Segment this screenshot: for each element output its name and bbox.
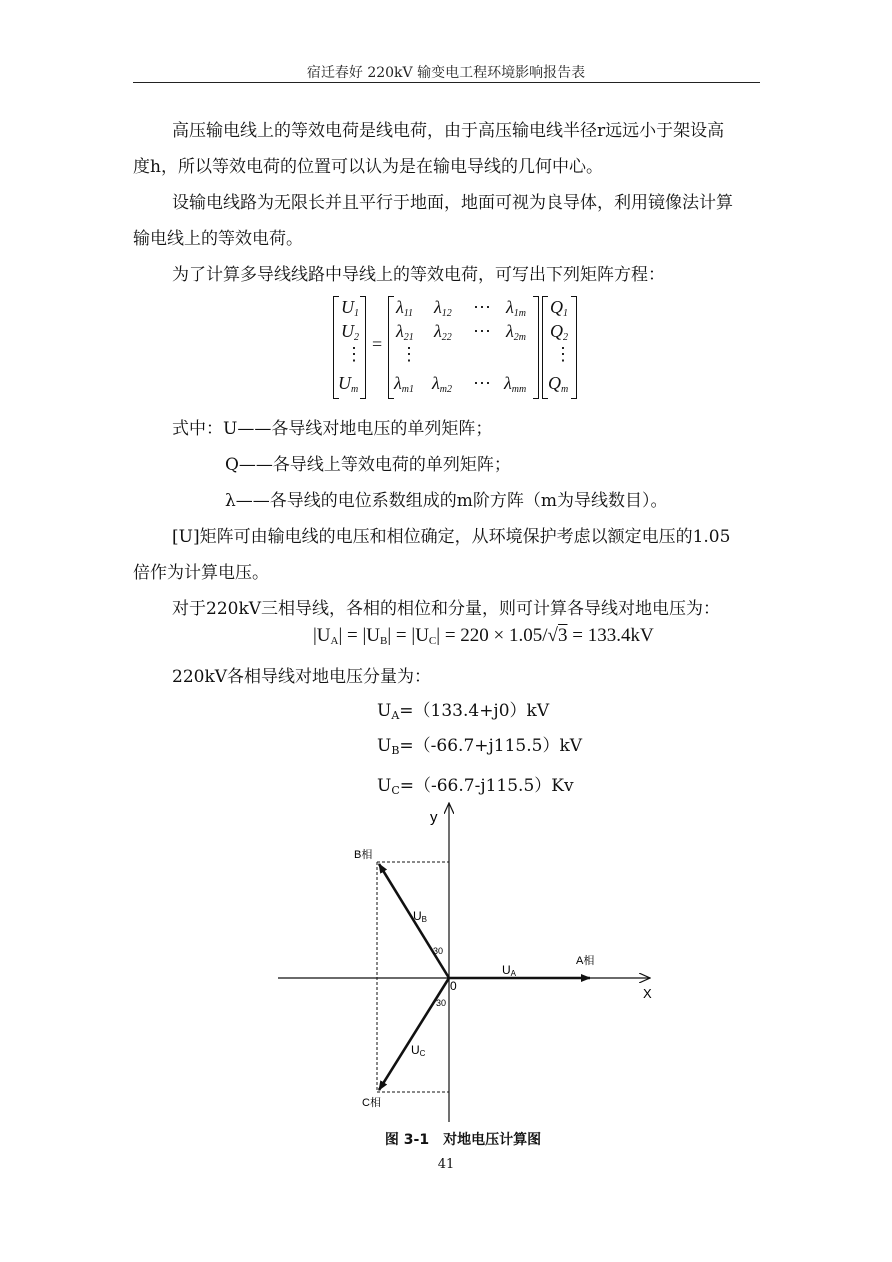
paragraph-3: 为了计算多导线线路中导线上的等效电荷，可写出下列矩阵方程： (172, 265, 665, 285)
origin-label: 0 (450, 979, 457, 993)
vector-ua-label: UA (502, 963, 517, 978)
paragraph-1-line-2: 度h，所以等效电荷的位置可以认为是在输电导线的几何中心。 (133, 157, 603, 177)
lambda-11: λ11 (396, 297, 414, 319)
u-vdots: ⋮ (345, 344, 363, 364)
u-m: Um (338, 373, 359, 395)
paragraph-2-line-1: 设输电线路为无限长并且平行于地面，地面可视为良导体，利用镜像法计算 (172, 193, 733, 213)
angle-b-label: 30 (433, 946, 444, 956)
equals-sign: = (372, 334, 383, 354)
component-uc: $U_C=(-66.7-j115.5)Kv$ (377, 776, 574, 797)
header-rule (133, 82, 760, 83)
phase-a-label: A相 (576, 955, 595, 967)
paragraph-5: 对于220kV三相导线，各相的相位和分量，则可计算各导线对地电压为： (172, 599, 721, 619)
vector-uc (379, 978, 449, 1090)
paragraph-6: 220kV各相导线对地电压分量为： (172, 667, 432, 687)
paragraph-1-line-1: 高压输电线上的等效电荷是线电荷，由于高压输电线半径r远远小于架设高 (172, 121, 725, 141)
lambda-21: λ21 (396, 321, 414, 343)
paragraph-2-line-2: 输电线上的等效电荷。 (133, 229, 303, 249)
q-2: Q2 (550, 321, 568, 343)
row1-cdots: ⋯ (473, 297, 491, 317)
u-2: U2 (341, 321, 359, 343)
row4-cdots: ⋯ (473, 373, 491, 393)
paragraph-4-line-1: [U]矩阵可由输电线的电压和相位确定，从环境保护考虑以额定电压的1.05 (172, 527, 731, 547)
angle-c-label: 30 (436, 998, 447, 1008)
lambda-22: λ22 (434, 321, 452, 343)
phase-b-label: B相 (354, 849, 373, 861)
component-ub: $U_B=(-66.7+j115.5)kV$ (377, 736, 583, 757)
phasor-diagram (270, 800, 670, 1130)
page-number: 41 (437, 1157, 455, 1172)
row2-cdots: ⋯ (473, 321, 491, 341)
definition-u: 式中：U——各导线对地电压的单列矩阵； (172, 419, 493, 439)
definition-q: Q——各导线上等效电荷的单列矩阵； (225, 455, 511, 475)
q-1: Q1 (550, 297, 568, 319)
definition-lambda: λ——各导线的电位系数组成的m阶方阵（m为导线数目）。 (225, 491, 668, 511)
paragraph-4-line-2: 倍作为计算电压。 (133, 563, 269, 583)
lambda-m1: λm1 (394, 373, 415, 395)
voltage-equation: $|U_A| = |U_B| = |U_C| = 220 \times 1.05/√3 = 133.4kV$ (313, 625, 654, 647)
vector-uc-label: UC (411, 1043, 426, 1058)
lambda-vdots: ⋮ (400, 344, 418, 364)
lambda-mm: λmm (504, 373, 527, 395)
vector-ub-label: UB (413, 909, 428, 924)
x-axis-label: X (643, 986, 652, 1001)
page-header: 宿迁春好 220kV 输变电工程环境影响报告表 (306, 65, 586, 81)
lambda-2m: λ2m (506, 321, 527, 343)
phase-c-label: C相 (362, 1097, 381, 1109)
figure-caption: 图 3-1 对地电压计算图 (384, 1132, 542, 1148)
lambda-m2: λm2 (432, 373, 453, 395)
lambda-1m: λ1m (506, 297, 527, 319)
q-vdots: ⋮ (554, 344, 572, 364)
y-axis-label: y (430, 809, 438, 826)
lambda-bracket-right (533, 296, 539, 399)
u-1: U1 (341, 297, 359, 319)
component-ua: $U_A=(133.4+j0)kV$ (377, 701, 550, 722)
q-m: Qm (548, 373, 569, 395)
lambda-12: λ12 (434, 297, 452, 319)
